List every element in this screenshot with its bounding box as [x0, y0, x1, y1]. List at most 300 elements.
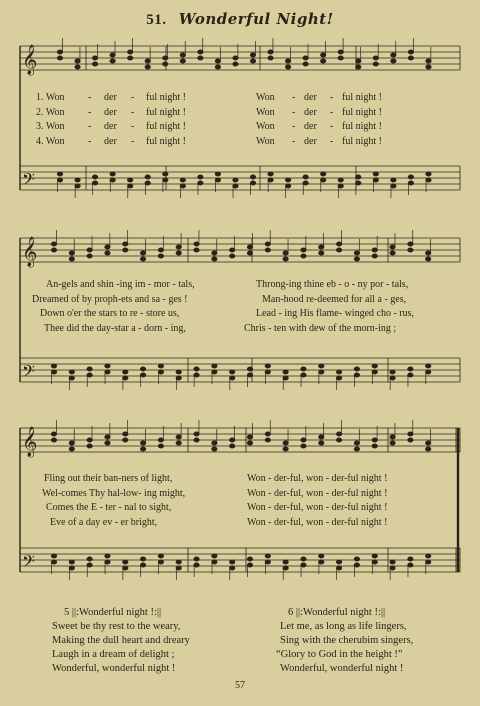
note-head [408, 248, 413, 252]
note-head [198, 56, 203, 60]
note-head [372, 444, 377, 448]
note-head [283, 566, 288, 570]
note-head [408, 373, 413, 377]
note-head [123, 370, 128, 374]
bass-clef-icon: 𝄢 [22, 361, 35, 385]
hymn-number: 51. [146, 12, 167, 28]
note-head [373, 62, 378, 66]
note-head [105, 251, 110, 255]
note-head [303, 175, 308, 179]
note-head [230, 438, 235, 442]
note-head [336, 376, 341, 380]
note-head [123, 248, 128, 252]
note-head [180, 59, 185, 63]
note-head [319, 560, 324, 564]
syllable: - [131, 106, 135, 118]
note-head [301, 254, 306, 258]
syllable: - [88, 121, 92, 132]
note-head [390, 441, 395, 445]
syllable: Won [256, 106, 275, 118]
note-head [233, 178, 238, 182]
note-head [176, 245, 181, 249]
treble-clef-icon: 𝄞 [22, 237, 38, 267]
note-head [51, 364, 56, 368]
note-head [390, 376, 395, 380]
note-head [233, 184, 238, 188]
note-head [123, 566, 128, 570]
note-head [283, 376, 288, 380]
note-head [354, 373, 359, 377]
syllable: - [330, 92, 334, 103]
note-head [426, 251, 431, 255]
note-head [338, 50, 343, 54]
note-head [230, 370, 235, 374]
verse-line: Laugh in a dream of delight ; [52, 649, 175, 660]
note-head [176, 441, 181, 445]
note-head [336, 438, 341, 442]
note-head [110, 59, 115, 63]
note-head [158, 444, 163, 448]
note-head [283, 251, 288, 255]
note-head [408, 56, 413, 60]
note-head [426, 447, 431, 451]
note-head [123, 438, 128, 442]
verse-5 [52, 606, 190, 676]
note-head [176, 370, 181, 374]
note-head [354, 563, 359, 567]
note-head [215, 59, 220, 63]
note-head [336, 370, 341, 374]
note-head [212, 447, 217, 451]
note-head [408, 181, 413, 185]
note-head [212, 257, 217, 261]
note-head [233, 62, 238, 66]
note-head [268, 178, 273, 182]
note-head [426, 178, 431, 182]
lyric-line [0, 120, 480, 135]
syllable: ful night ! [342, 106, 382, 118]
note-head [408, 242, 413, 246]
note-head [145, 181, 150, 185]
note-head [215, 178, 220, 182]
note-head [128, 56, 133, 60]
note-head [301, 444, 306, 448]
note-head [319, 370, 324, 374]
lyric-phrase: Won - der-ful, won - der-ful night ! [247, 473, 388, 484]
syllable: - [292, 92, 296, 103]
note-head [176, 566, 181, 570]
note-head [140, 447, 145, 451]
note-head [163, 178, 168, 182]
note-head [354, 447, 359, 451]
note-head [176, 560, 181, 564]
note-head [158, 248, 163, 252]
note-head [110, 178, 115, 182]
note-head [212, 251, 217, 255]
note-head [285, 59, 290, 63]
lyric-phrase: Wel-comes Thy hal-low- ing might, [42, 487, 186, 499]
note-head [285, 65, 290, 69]
lyric-line [0, 293, 480, 308]
note-head [390, 560, 395, 564]
note-head [265, 370, 270, 374]
note-head [390, 245, 395, 249]
note-head [321, 53, 326, 57]
lyric-phrase: Won - der-ful, won - der-ful night ! [247, 502, 388, 513]
note-head [128, 50, 133, 54]
syllable: der [304, 121, 317, 132]
note-head [265, 364, 270, 368]
note-head [75, 59, 80, 63]
lyric-phrase: Chris - ten with dew of the morn-ing ; [244, 322, 397, 334]
lyric-line [0, 501, 480, 516]
lyric-line [0, 106, 480, 121]
note-head [390, 251, 395, 255]
note-head [285, 184, 290, 188]
syllable: 2. Won [36, 106, 65, 118]
note-head [247, 251, 252, 255]
note-head [87, 563, 92, 567]
note-head [356, 65, 361, 69]
note-head [408, 438, 413, 442]
note-head [336, 248, 341, 252]
syllable: 1. Won [36, 92, 65, 103]
note-head [426, 441, 431, 445]
note-head [408, 367, 413, 371]
note-head [69, 447, 74, 451]
note-head [391, 178, 396, 182]
note-head [336, 566, 341, 570]
bass-clef-icon: 𝄢 [22, 169, 35, 193]
syllable: ful night ! [146, 106, 186, 118]
verse-5-refrain: 5 ||:Wonderful night !:|| [64, 607, 162, 618]
page-number: 57 [235, 680, 245, 691]
verse-line: Wonderful, wonderful night ! [280, 663, 404, 674]
note-head [163, 62, 168, 66]
syllable: - [292, 106, 296, 118]
note-head [319, 245, 324, 249]
note-head [57, 178, 62, 182]
note-head [51, 248, 56, 252]
note-head [158, 364, 163, 368]
note-head [87, 248, 92, 252]
note-head [140, 441, 145, 445]
note-head [321, 172, 326, 176]
note-head [87, 438, 92, 442]
note-head [140, 373, 145, 377]
lyric-line [0, 472, 480, 487]
note-head [194, 432, 199, 436]
syllable: ful night ! [342, 135, 382, 147]
note-head [128, 184, 133, 188]
note-head [283, 257, 288, 261]
note-head [176, 435, 181, 439]
verse-line: Let me, as long as life lingers, [280, 621, 407, 632]
note-head [426, 554, 431, 558]
verse-line: Making the dull heart and dreary [52, 635, 190, 646]
note-head [336, 560, 341, 564]
note-head [194, 367, 199, 371]
lyric-phrase: Man-hood re-deemed for all a - ges, [262, 293, 407, 305]
note-head [198, 175, 203, 179]
syllable: ful night ! [146, 92, 186, 103]
note-head [145, 59, 150, 63]
note-head [163, 172, 168, 176]
note-head [319, 364, 324, 368]
note-head [319, 554, 324, 558]
note-head [212, 560, 217, 564]
lyric-line [0, 322, 480, 337]
note-head [391, 53, 396, 57]
syllable: 4. Won [36, 135, 65, 147]
note-head [69, 441, 74, 445]
note-head [158, 560, 163, 564]
note-head [372, 438, 377, 442]
note-head [51, 554, 56, 558]
note-head [110, 172, 115, 176]
syllable: - [330, 121, 334, 132]
syllable: Won [256, 121, 275, 132]
note-head [301, 557, 306, 561]
lyric-phrase: Eve of a day ev - er bright, [50, 516, 158, 528]
note-head [303, 181, 308, 185]
note-head [230, 376, 235, 380]
note-head [230, 560, 235, 564]
note-head [338, 56, 343, 60]
syllable: der [104, 92, 117, 103]
note-head [354, 251, 359, 255]
lyric-phrase: Won - der-ful, won - der-ful night ! [247, 487, 388, 499]
syllable: - [131, 135, 135, 147]
note-head [194, 557, 199, 561]
note-head [426, 65, 431, 69]
note-head [372, 554, 377, 558]
note-head [408, 50, 413, 54]
note-head [356, 59, 361, 63]
note-head [123, 432, 128, 436]
note-head [194, 242, 199, 246]
note-head [194, 248, 199, 252]
note-head [163, 56, 168, 60]
note-head [51, 432, 56, 436]
note-head [247, 435, 252, 439]
note-head [87, 254, 92, 258]
verse-6 [276, 606, 413, 676]
note-head [391, 184, 396, 188]
note-head [230, 254, 235, 258]
note-head [92, 56, 97, 60]
system1-lyrics [0, 91, 480, 149]
lyric-phrase: Fling out their ban-ners of light, [44, 473, 173, 484]
note-head [390, 370, 395, 374]
syllable: der [104, 135, 117, 147]
syllable: - [330, 106, 334, 118]
note-head [51, 560, 56, 564]
lyric-line [0, 307, 480, 322]
treble-clef-icon: 𝄞 [22, 427, 38, 457]
syllable: ful night ! [342, 92, 382, 103]
note-head [194, 373, 199, 377]
note-head [69, 376, 74, 380]
note-head [372, 560, 377, 564]
note-head [301, 248, 306, 252]
verse-line: “Glory to God in the height !” [276, 649, 403, 660]
note-head [268, 50, 273, 54]
syllable: der [304, 135, 317, 147]
note-head [180, 53, 185, 57]
system2-lyrics [0, 278, 480, 336]
note-head [283, 560, 288, 564]
note-head [283, 441, 288, 445]
note-head [426, 364, 431, 368]
lyric-phrase: Lead - ing His flame- winged cho - rus, [256, 308, 415, 319]
syllable: - [330, 135, 334, 147]
note-head [198, 50, 203, 54]
note-head [51, 438, 56, 442]
lyric-line [0, 516, 480, 531]
note-head [69, 560, 74, 564]
note-head [233, 56, 238, 60]
note-head [57, 50, 62, 54]
note-head [338, 184, 343, 188]
syllable: der [304, 106, 317, 118]
note-head [212, 364, 217, 368]
note-head [140, 563, 145, 567]
note-head [373, 56, 378, 60]
note-head [87, 373, 92, 377]
syllable: - [88, 135, 92, 147]
lyric-phrase: Throng-ing thine eb - o - ny por - tals, [256, 279, 409, 290]
note-head [319, 441, 324, 445]
note-head [215, 172, 220, 176]
note-head [180, 184, 185, 188]
note-head [354, 257, 359, 261]
note-head [123, 242, 128, 246]
note-head [250, 175, 255, 179]
note-head [57, 56, 62, 60]
note-head [158, 254, 163, 258]
lyric-line [0, 278, 480, 293]
note-head [301, 367, 306, 371]
note-head [51, 370, 56, 374]
note-head [283, 370, 288, 374]
note-head [426, 59, 431, 63]
note-head [105, 441, 110, 445]
note-head [321, 178, 326, 182]
note-head [212, 441, 217, 445]
note-head [301, 563, 306, 567]
lyric-line [0, 487, 480, 502]
syllable: - [131, 92, 135, 103]
syllable: der [304, 92, 317, 103]
note-head [336, 242, 341, 246]
note-head [408, 557, 413, 561]
note-head [57, 172, 62, 176]
note-head [303, 62, 308, 66]
note-head [92, 175, 97, 179]
note-head [75, 184, 80, 188]
bass-clef-icon: 𝄢 [22, 551, 35, 575]
note-head [408, 563, 413, 567]
note-head [373, 178, 378, 182]
note-head [69, 251, 74, 255]
note-head [69, 566, 74, 570]
note-head [176, 251, 181, 255]
lyric-phrase: Won - der-ful, won - der-ful night ! [247, 516, 388, 528]
note-head [215, 65, 220, 69]
hymn-name: Wonderful Night! [178, 10, 334, 28]
note-head [408, 175, 413, 179]
note-head [158, 438, 163, 442]
note-head [51, 242, 56, 246]
note-head [230, 444, 235, 448]
system3-lyrics [0, 472, 480, 530]
note-head [354, 557, 359, 561]
note-head [140, 367, 145, 371]
syllable: ful night ! [146, 121, 186, 132]
note-head [212, 370, 217, 374]
note-head [105, 554, 110, 558]
syllable: Won [256, 92, 275, 103]
note-head [105, 560, 110, 564]
note-head [105, 245, 110, 249]
note-head [212, 554, 217, 558]
note-head [105, 435, 110, 439]
note-head [145, 65, 150, 69]
note-head [247, 373, 252, 377]
note-head [372, 364, 377, 368]
lyric-line [0, 91, 480, 106]
note-head [140, 257, 145, 261]
note-head [87, 557, 92, 561]
note-head [265, 432, 270, 436]
note-head [92, 181, 97, 185]
note-head [110, 53, 115, 57]
note-head [128, 178, 133, 182]
note-head [250, 181, 255, 185]
note-head [372, 370, 377, 374]
lyric-phrase: Thee did the day-star a - dorn - ing, [44, 322, 186, 334]
note-head [140, 251, 145, 255]
note-head [426, 257, 431, 261]
syllable: - [88, 92, 92, 103]
verse-line: Sing with the cherubim singers, [280, 635, 414, 646]
note-head [356, 175, 361, 179]
note-head [75, 65, 80, 69]
note-head [123, 560, 128, 564]
note-head [105, 364, 110, 368]
note-head [301, 438, 306, 442]
note-head [105, 370, 110, 374]
note-head [247, 441, 252, 445]
note-head [194, 563, 199, 567]
note-head [180, 178, 185, 182]
note-head [319, 251, 324, 255]
note-head [230, 566, 235, 570]
note-head [426, 172, 431, 176]
note-head [87, 444, 92, 448]
lyric-phrase: Dreamed of by proph-ets and sa - ges ! [32, 293, 188, 305]
note-head [338, 178, 343, 182]
note-head [69, 370, 74, 374]
lyric-phrase: An-gels and shin -ing im - mor - tals, [46, 279, 195, 290]
note-head [354, 441, 359, 445]
syllable: - [131, 121, 135, 132]
note-head [373, 172, 378, 176]
note-head [247, 563, 252, 567]
note-head [265, 560, 270, 564]
note-head [265, 554, 270, 558]
